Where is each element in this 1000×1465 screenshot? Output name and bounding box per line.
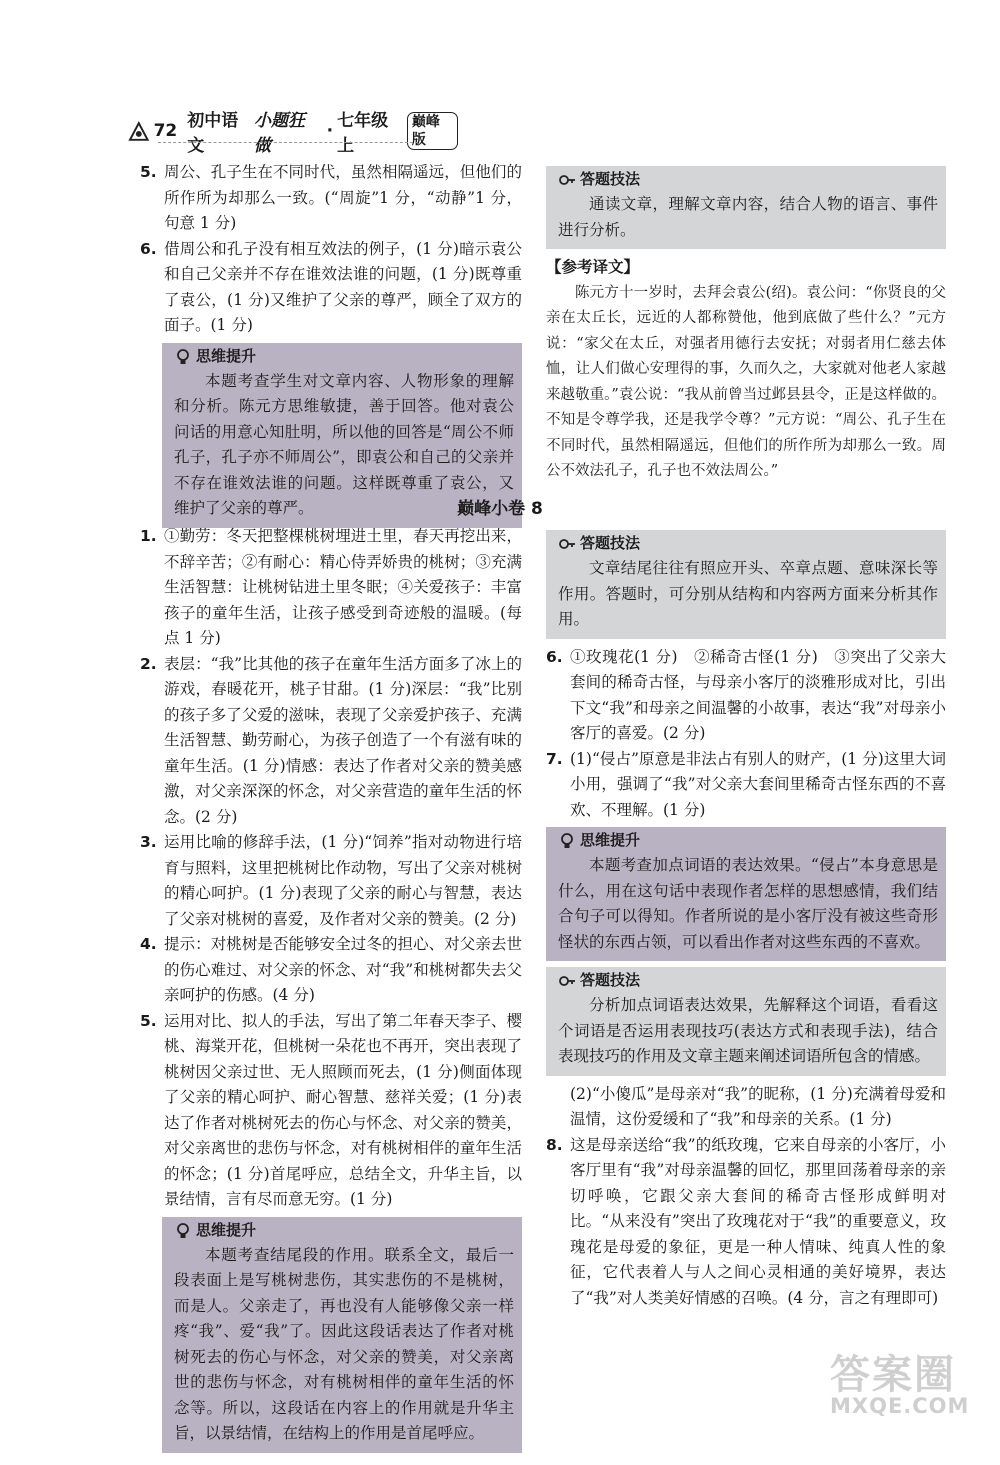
answer-text: ①勤劳：冬天把整棵桃树埋进土里，春天再挖出来，不辞辛苦；②有耐心：精心侍弄娇贵的桃树；③充满生活智慧：让桃树钻进土里冬眠；④关爱孩子：丰富孩子的童年生活，让孩子感受到奇迹般的温暖。(每点 1 分) <box>164 527 522 647</box>
answer-number: 2. <box>140 654 157 673</box>
brand-name: 小题狂做 <box>253 111 305 156</box>
answer-item <box>140 1009 522 1213</box>
answer-item <box>546 1133 946 1312</box>
box-title <box>558 829 938 853</box>
box-body: 通读文章，理解文章内容，结合人物的语言、事件进行分析。 <box>558 195 938 239</box>
answer-item <box>140 237 522 339</box>
box-body: 本题考查结尾段的作用。联系全文，最后一段表面上是写桃树悲伤，其实悲伤的不是桃树，而是人。父亲走了，再也没有人能够像父亲一样疼“我”、爱“我”了。因此这段话表达了作者对桃树死去的伤心与怀念，对父亲的赞美，对父亲离世的悲伤与怀念，对有桃树相伴的童年生活的怀念等。所以，这段话在内容上的作用就是升华主旨，以景结情，在结构上的作用是首尾呼应。 <box>174 1245 514 1442</box>
thinking-box <box>546 827 946 961</box>
box-body: 本题考查学生对文章内容、人物形象的理解和分析。陈元方思维敏捷，善于回答。他对袁公问话的用意心知肚明，所以他的回答是“周公不师孔子，孔子亦不师周公”，即袁公和自己的父亲并不存在谁效法谁的问题。这样既尊重了袁公，又维护了父亲的尊严。 <box>174 371 514 517</box>
box-title-text: 答题技法 <box>580 971 641 990</box>
grade-label: 七年级上 <box>337 111 389 156</box>
reference-heading: 【参考译文】 <box>546 258 640 276</box>
answer-text: 提示：对桃树是否能够安全过冬的担心、对父亲去世的伤心难过、对父亲的怀念、对“我”和桃树都失去父亲呵护的伤感。(4 分) <box>164 935 522 1004</box>
box-title <box>174 345 514 369</box>
answer-item <box>546 1082 946 1133</box>
header-separator: · <box>326 121 334 141</box>
answer-text: 表层：“我”比其他的孩子在童年生活方面多了冰上的游戏，春暖花开，桃子甘甜。(1 分)深层：“我”比别的孩子多了父爱的滋味，表现了父亲爱护孩子、充满生活智慧、勤劳耐心，为孩子创造了一个有滋有味的童年生活。(1 分)情感：表达了作者对父亲的赞美感激，对父亲深深的怀念，对父亲营造的童年生活的怀念。(2 分) <box>164 654 522 826</box>
key-icon <box>558 972 576 990</box>
thinking-box <box>162 1217 522 1453</box>
box-body: 本题考查加点词语的表达效果。“侵占”本身意思是什么，用在这句话中表现作者怎样的思想感情，我们结合句子可以得知。作者所说的是小客厅没有被这些奇形怪状的东西占领，可以看出作者对这些东西的不喜欢。 <box>558 856 938 951</box>
answer-item <box>140 160 522 237</box>
page-header <box>128 111 458 156</box>
answer-text: 周公、孔子生在不同时代，虽然相隔遥远，但他们的所作所为却那么一致。(“周旋”1 分，“动静”1 分，句意 1 分) <box>164 163 522 232</box>
right-column-bottom <box>546 526 946 1311</box>
answer-tip-box <box>546 530 946 639</box>
answer-subitem: (2)“小傻瓜”是母亲对“我”的昵称，(1 分)充满着母爱和温情，这份爱缓和了“我”和母亲的关系。(1 分) <box>570 1084 946 1128</box>
edition-badge: 巅峰版 <box>407 112 458 150</box>
answer-item <box>140 524 522 652</box>
key-icon <box>558 171 576 189</box>
answer-text: 借周公和孔子没有相互效法的例子，(1 分)暗示袁公和自己父亲并不存在谁效法谁的问题，(1 分)既尊重了袁公，(1 分)又维护了父亲的尊严，顾全了双方的面子。(1 分) <box>164 239 522 334</box>
answer-tip-box <box>546 967 946 1076</box>
answer-number: 3. <box>140 833 157 851</box>
logo-icon <box>128 120 150 142</box>
box-title <box>558 969 938 993</box>
answer-item <box>546 747 946 824</box>
box-body: 分析加点词语表达效果，先解释这个词语，看看这个词语是否运用表现技巧(表达方式和表现手法)，结合表现技巧的作用及文章主题来阐述词语所包含的情感。 <box>558 996 938 1065</box>
answer-tip-box <box>546 166 946 249</box>
answer-text: 运用比喻的修辞手法，(1 分)“饲养”指对动物进行培育与照料，这里把桃树比作动物，写出了父亲对桃树的精心呵护。(1 分)表现了父亲的耐心与智慧，表达了父亲对桃树的喜爱，及作者对父亲的赞美。(2 分) <box>164 833 522 928</box>
answer-text: 运用对比、拟人的手法，写出了第二年春天李子、樱桃、海棠开花，但桃树一朵花也不再开，突出表现了桃树因父亲过世、无人照顾而死去，(1 分)侧面体现了父亲的精心呵护、耐心智慧、慈祥关爱；(1 分)表达了作者对桃树死去的伤心与怀念、对父亲的赞美，对父亲离世的悲伤与怀念，对有桃树相伴的童年生活的怀念；(1 分)首尾呼应，总结全文，升华主旨，以景结情，言有尽而意无穷。(1 分) <box>164 1011 522 1208</box>
answer-text: ①玫瑰花(1 分) ②稀奇古怪(1 分) ③突出了父亲大套间的稀奇古怪，与母亲小客厅的淡雅形成对比，引出下文“我”和母亲之间温馨的小故事，表达“我”对母亲小客厅的喜爱。(2 分) <box>570 647 946 742</box>
left-column-bottom <box>140 524 522 1459</box>
key-icon <box>558 535 576 553</box>
lightbulb-hand-icon <box>174 348 192 366</box>
answer-number: 6. <box>140 239 157 258</box>
lightbulb-hand-icon <box>558 832 576 850</box>
box-title-text: 思维提升 <box>580 831 641 850</box>
header-subline <box>158 142 418 146</box>
box-title-text: 答题技法 <box>580 170 641 189</box>
right-column-top <box>546 162 946 485</box>
box-title <box>558 168 938 192</box>
watermark-url: MXQE.COM <box>830 1394 970 1418</box>
left-column-top <box>140 160 522 534</box>
box-title-text: 思维提升 <box>196 1220 257 1239</box>
section-title: 巅峰小卷 8 <box>457 499 543 519</box>
answer-item <box>140 932 522 1009</box>
answer-item <box>140 652 522 831</box>
watermark-title: 答案圈 <box>830 1352 956 1398</box>
box-title-text: 答题技法 <box>580 534 641 553</box>
answer-item <box>546 645 946 747</box>
answer-number: 8. <box>546 1135 563 1154</box>
box-title <box>558 532 938 556</box>
answer-text: (1)“侵占”原意是非法占有别人的财产，(1 分)这里大词小用，强调了“我”对父亲大套间里稀奇古怪东西的不喜欢、不理解。(1 分) <box>570 749 946 819</box>
box-body: 文章结尾往往有照应开头、卒章点题、意味深长等作用。答题时，可分别从结构和内容两方面来分析其作用。 <box>558 559 938 628</box>
box-title-text: 思维提升 <box>196 346 257 365</box>
answer-number: 7. <box>546 749 563 768</box>
answer-number: 4. <box>140 935 157 953</box>
subject-title: 初中语文 <box>187 111 239 156</box>
watermark <box>830 1343 978 1418</box>
box-title <box>174 1219 514 1243</box>
answer-text: 这是母亲送给“我”的纸玫瑰，它来自母亲的小客厅，小客厅里有“我”对母亲温馨的回忆，那里回荡着母亲的亲切呼唤，它跟父亲大套间的稀奇古怪形成鲜明对比。“从来没有”突出了玫瑰花对于“我”的重要意义，玫瑰花是母爱的象征，更是一种人情味、纯真人性的象征，它代表着人与人之间心灵相通的美好境界，表达了“我”对人类美好情感的召唤。(4 分，言之有理即可) <box>570 1135 946 1307</box>
page-number: 72 <box>153 121 178 141</box>
reference-translation: 陈元方十一岁时，去拜会袁公(绍)。袁公问：“你贤良的父亲在太丘长，远近的人都称赞他，他到底做了些什么？”元方说：“家父在太丘，对强者用德行去安抚；对弱者用仁慈去体恤，让人们做心安理得的事，久而久之，大家就对他老人家越来越敬重。”袁公说：“我从前曾当过邺县县令，正是这样做的。不知是令尊学我，还是我学令尊？”元方说：“周公、孔子生在不同时代，虽然相隔遥远，但他们的所作所为却那么一致。周公不效法孔子，孔子也不效法周公。” <box>546 284 946 479</box>
answer-number: 5. <box>140 163 157 181</box>
answer-number: 1. <box>140 527 157 545</box>
answer-number: 5. <box>140 1011 157 1030</box>
lightbulb-hand-icon <box>174 1222 192 1240</box>
answer-item <box>140 830 522 932</box>
answer-number: 6. <box>546 647 563 666</box>
